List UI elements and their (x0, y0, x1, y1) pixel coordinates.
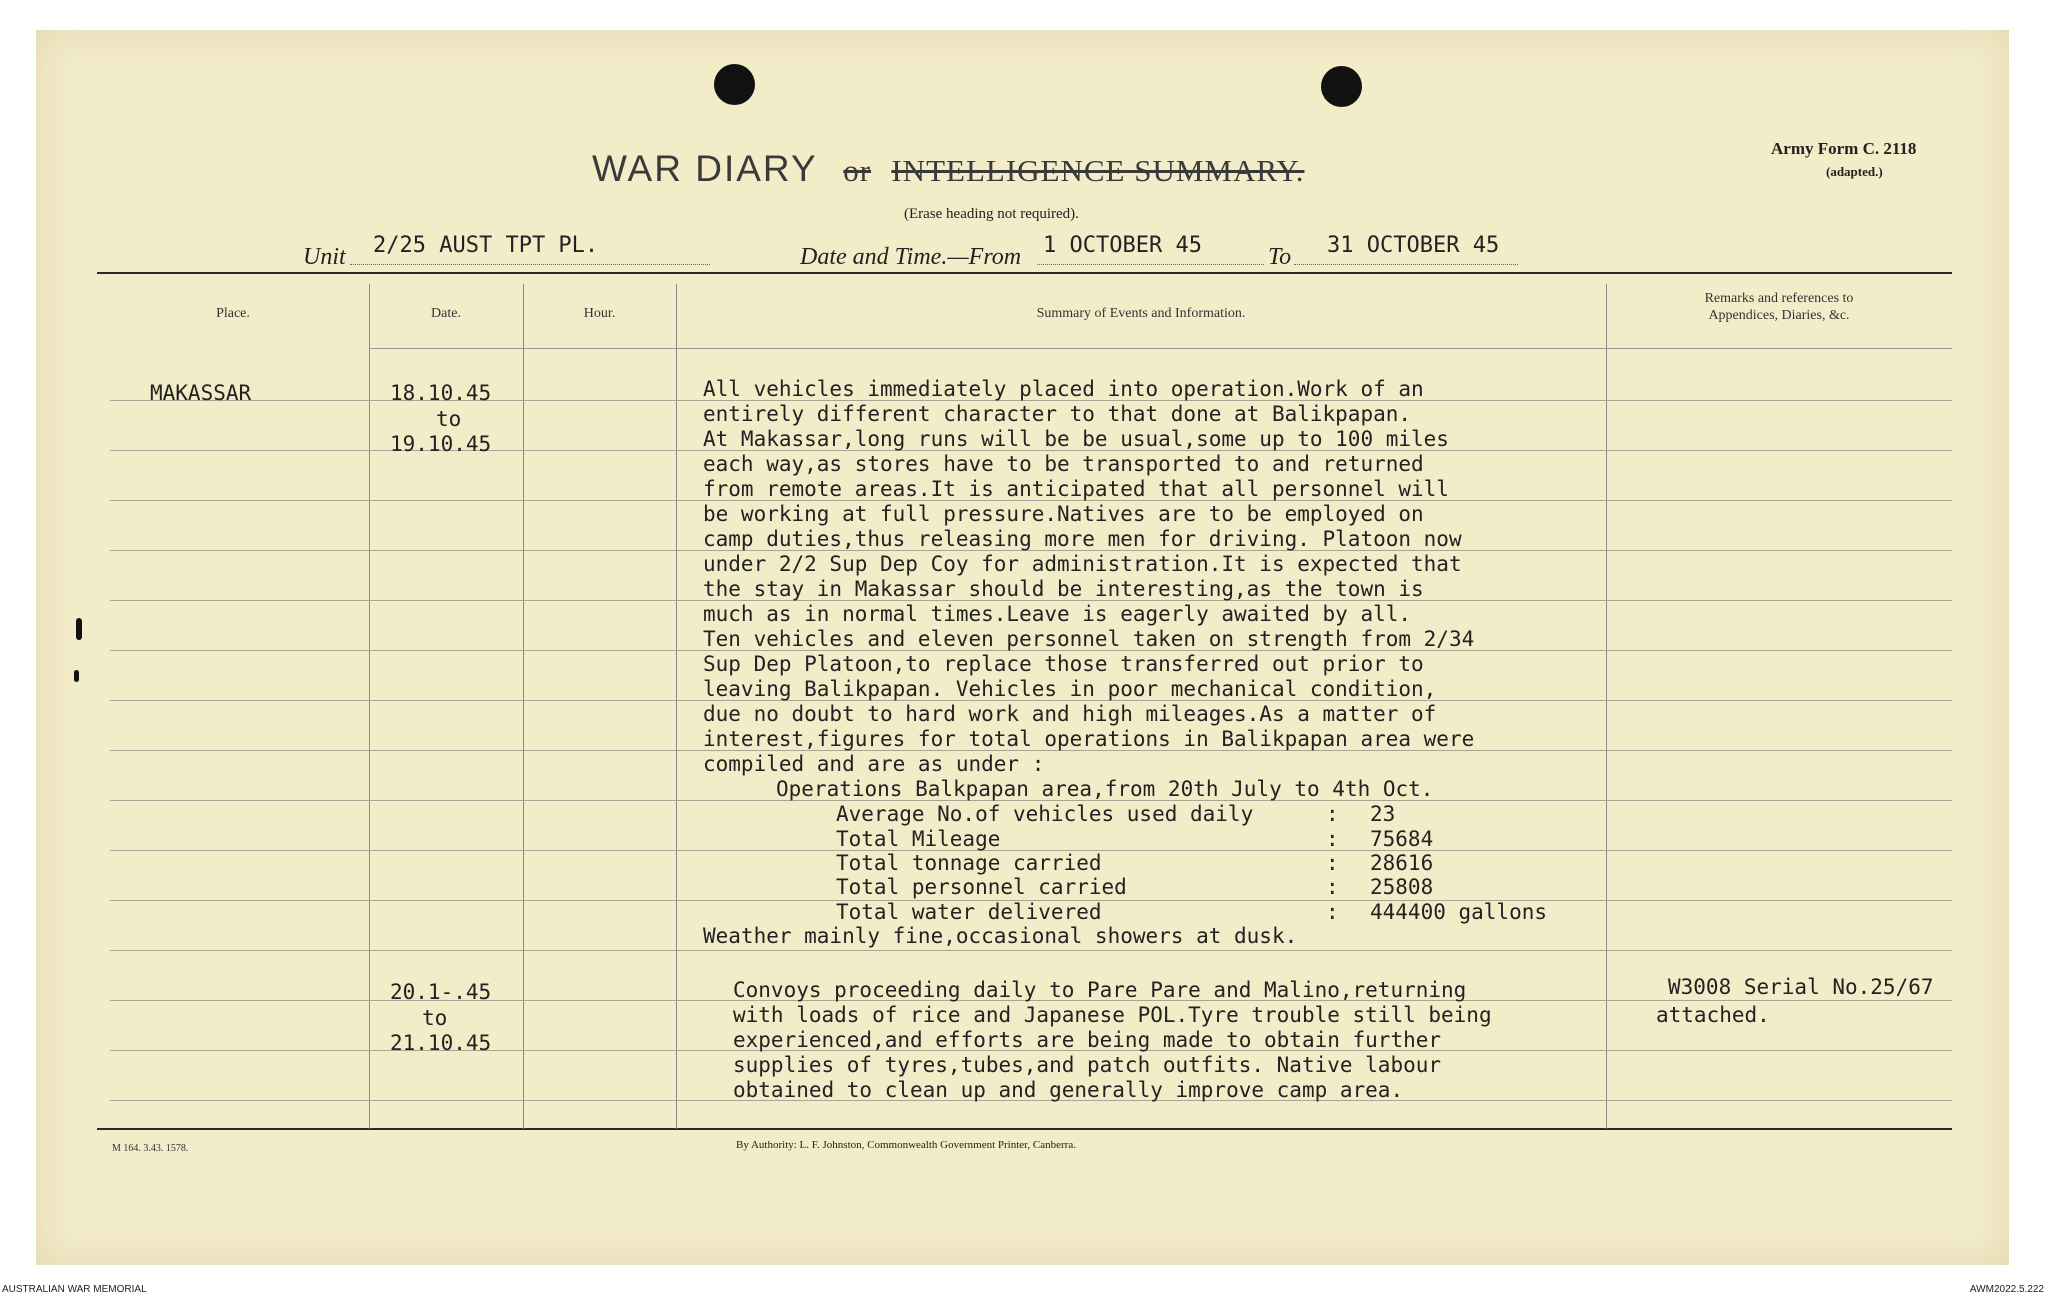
column-header-summary: Summary of Events and Information. (1036, 306, 1246, 321)
stat-label: Total personnel carried (836, 875, 1127, 899)
unit-value: 2/25 AUST TPT PL. (373, 233, 599, 258)
remark-serial: W3008 Serial No.25/67 (1668, 975, 1934, 999)
entry-text-line: Ten vehicles and eleven personnel taken on strength from 2/34 (703, 627, 1475, 651)
print-code: M 164. 3.43. 1578. (112, 1143, 189, 1154)
entry-text-line: under 2/2 Sup Dep Coy for administration.It is expected that (703, 552, 1462, 576)
stat-separator: : (1326, 875, 1339, 899)
entry-text-line: Sup Dep Platoon,to replace those transferred out prior to (703, 652, 1424, 676)
date-from-value: 1 OCTOBER 45 (1043, 233, 1202, 258)
title-struck-summary: INTELLIGENCE SUMMARY. (891, 153, 1305, 188)
entry-date-sep: to (422, 1006, 448, 1030)
punch-hole (714, 64, 755, 105)
date-from-dotline (1037, 264, 1264, 265)
entry-date-from: 18.10.45 (390, 381, 492, 405)
column-header-remarks-line1: Remarks and references to (1704, 291, 1854, 306)
column-header-place: Place. (216, 306, 250, 321)
column-divider (523, 284, 524, 1129)
column-header-remarks-line2: Appendices, Diaries, &c. (1708, 308, 1850, 323)
date-to-value: 31 OCTOBER 45 (1327, 233, 1500, 258)
column-divider (676, 284, 677, 1129)
entry-text-line: leaving Balikpapan. Vehicles in poor mechanical condition, (703, 677, 1437, 701)
table-top-rule (97, 272, 1952, 274)
stat-label: Average No.of vehicles used daily (836, 802, 1254, 826)
entry-text-line: with loads of rice and Japanese POL.Tyre trouble still being (733, 1003, 1492, 1027)
table-bottom-rule (97, 1128, 1952, 1130)
weather-note: Weather mainly fine,occasional showers at dusk. (703, 924, 1298, 948)
subtitle: (Erase heading not required). (904, 206, 1079, 222)
stat-value: 25808 (1370, 875, 1434, 899)
ruled-line (110, 950, 1952, 951)
date-label: Date and Time.—From (800, 244, 1022, 270)
army-form-number: Army Form C. 2118 (1771, 139, 1917, 158)
title-struck-or: or (843, 153, 872, 188)
edge-mark (74, 670, 79, 682)
entry-text-line: much as in normal times.Leave is eagerly awaited by all. (703, 602, 1412, 626)
stat-label: Total Mileage (836, 827, 1001, 851)
army-form-adapted: (adapted.) (1826, 164, 1883, 179)
stat-label: Total tonnage carried (836, 851, 1102, 875)
entry-place: MAKASSAR (150, 381, 252, 405)
column-divider (369, 284, 370, 1129)
entry-text-line: experienced,and efforts are being made to obtain further (733, 1028, 1442, 1052)
column-header-date: Date. (431, 306, 461, 321)
stat-separator: : (1326, 827, 1339, 851)
entry-text-line: be working at full pressure.Natives are to be employed on (703, 502, 1424, 526)
operations-heading: Operations Balkpapan area,from 20th July to 4th Oct. (776, 777, 1434, 801)
entry-text-line: Convoys proceeding daily to Pare Pare and Malino,returning (733, 978, 1467, 1002)
remark-attached: attached. (1656, 1003, 1770, 1027)
column-header-hour: Hour. (583, 306, 616, 321)
stat-value: 28616 (1370, 851, 1434, 875)
column-divider (1606, 284, 1607, 1129)
entry-text-line: At Makassar,long runs will be be usual,some up to 100 miles (703, 427, 1449, 451)
stat-value: 23 (1370, 802, 1396, 826)
date-to-dotline (1294, 264, 1518, 265)
entry-date-from: 20.1-.45 (390, 980, 492, 1004)
entry-text-line: entirely different character to that done at Balikpapan. (703, 402, 1412, 426)
header-underline (369, 348, 1952, 349)
edge-mark (76, 618, 82, 640)
date-to-label: To (1268, 244, 1292, 270)
stat-separator: : (1326, 802, 1339, 826)
archive-caption-left: AUSTRALIAN WAR MEMORIAL (2, 1284, 147, 1295)
entry-text-line: due no doubt to hard work and high mileages.As a matter of (703, 702, 1437, 726)
entry-date-to: 19.10.45 (390, 432, 492, 456)
title-war-diary: WAR DIARY (592, 148, 817, 189)
entry-date-sep: to (436, 407, 462, 431)
entry-text-line: from remote areas.It is anticipated that all personnel will (703, 477, 1449, 501)
unit-label: Unit (303, 244, 346, 270)
stat-value: 75684 (1370, 827, 1434, 851)
stat-value: 444400 gallons (1370, 900, 1548, 924)
entry-text-line: the stay in Makassar should be interesting,as the town is (703, 577, 1424, 601)
archive-caption-right: AWM2022.5.222 (1969, 1284, 2044, 1295)
printer-authority: By Authority: L. F. Johnston, Commonwealth Government Printer, Canberra. (736, 1139, 1076, 1151)
entry-date-to: 21.10.45 (390, 1031, 492, 1055)
unit-dotline (350, 264, 710, 265)
entry-text-line: camp duties,thus releasing more men for driving. Platoon now (703, 527, 1462, 551)
document-title (592, 148, 1304, 190)
entry-text-line: obtained to clean up and generally improve camp area. (733, 1078, 1404, 1102)
entry-text-line: All vehicles immediately placed into operation.Work of an (703, 377, 1424, 401)
punch-hole (1321, 66, 1362, 107)
entry-text-line: each way,as stores have to be transported to and returned (703, 452, 1424, 476)
entry-text-line: compiled and are as under : (703, 752, 1045, 776)
stat-label: Total water delivered (836, 900, 1102, 924)
stat-separator: : (1326, 900, 1339, 924)
entry-text-line: interest,figures for total operations in Balikpapan area were (703, 727, 1475, 751)
stat-separator: : (1326, 851, 1339, 875)
entry-text-line: supplies of tyres,tubes,and patch outfits. Native labour (733, 1053, 1442, 1077)
